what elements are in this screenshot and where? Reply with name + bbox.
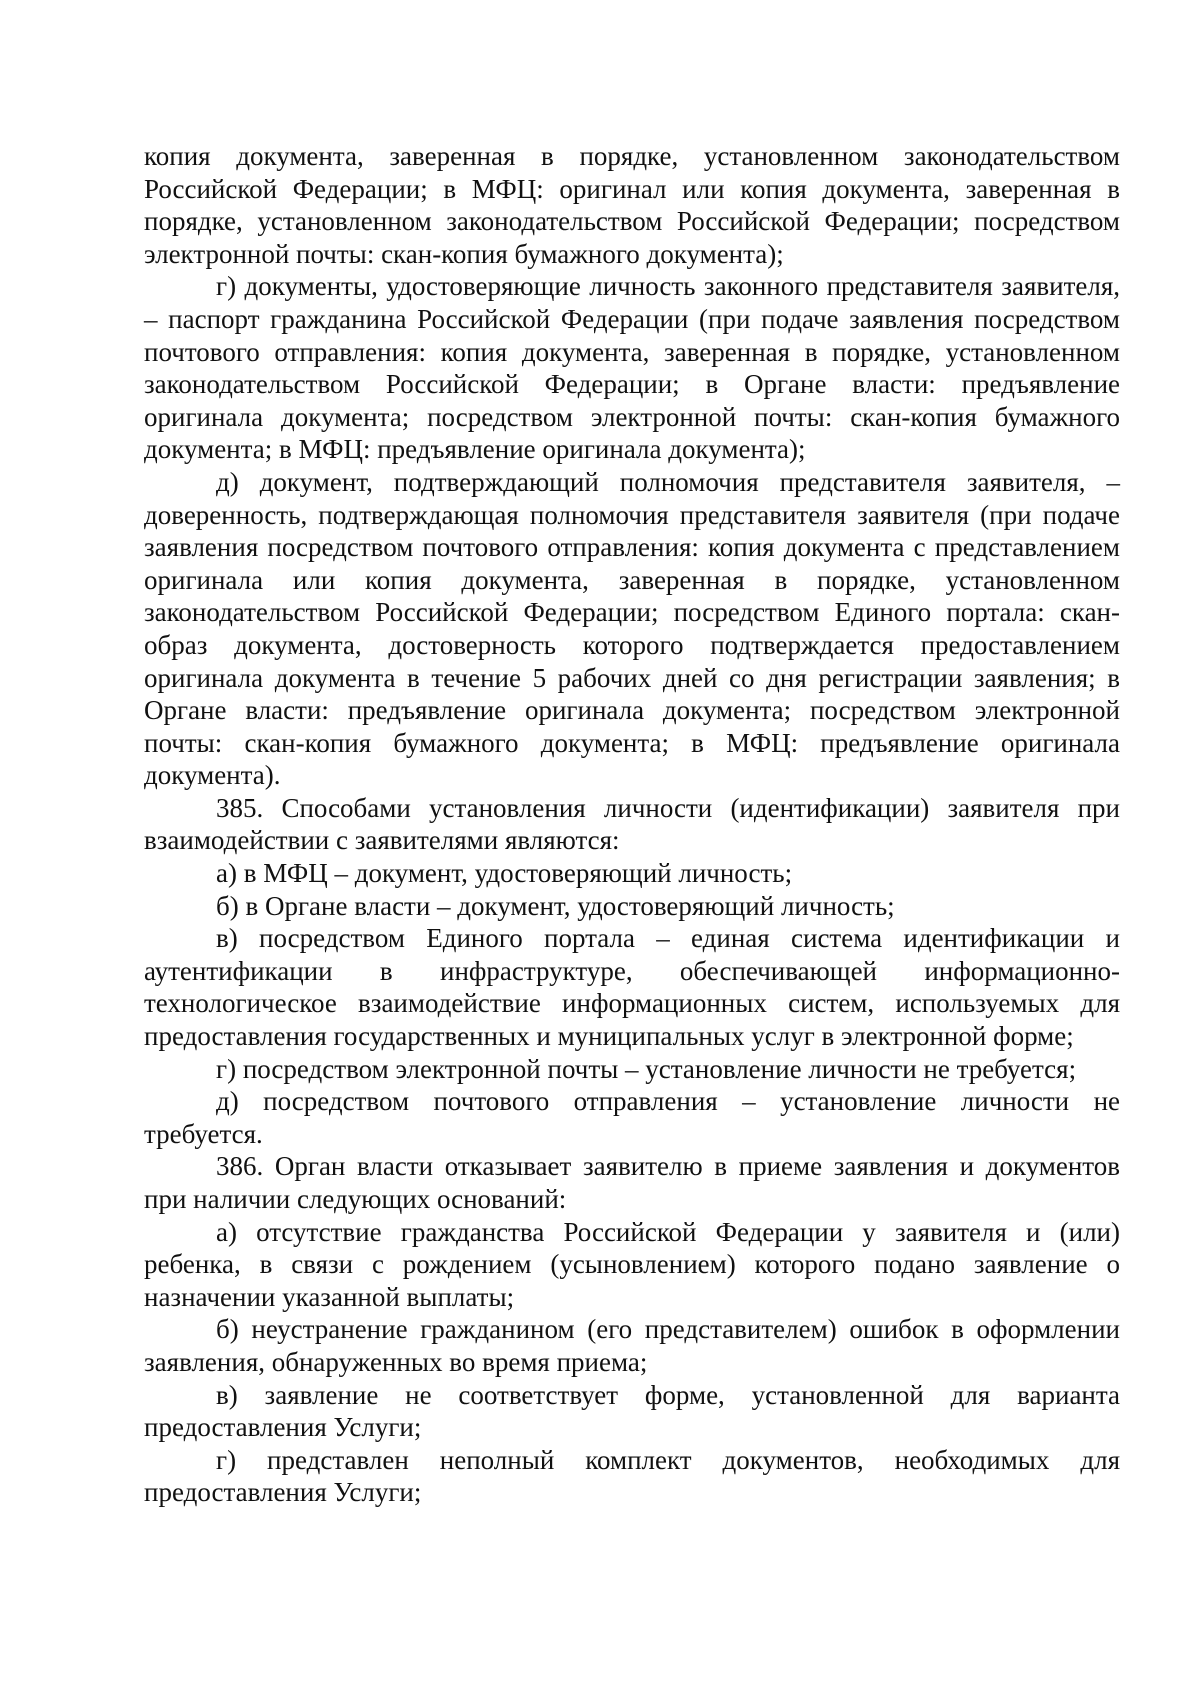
paragraph-9: д) посредством почтового отправления – установление личности не требуется. [144,1086,1120,1149]
document-body [144,140,1120,1509]
paragraph-3: д) документ, подтверждающий полномочия представителя заявителя, – доверенность, подтверждающая полномочия представителя заявителя (при подаче заявления посредством почтового отправления: копия документа с представлением оригинала или копия документа, заверенная в порядке, установленном законодательством Российской Федерации; посредством Единого портала: скан-образ документа, достоверность которого подтверждается предоставлением оригинала документа в течение 5 рабочих дней со дня регистрации заявления; в Органе власти: предъявление оригинала документа; посредством электронной почты: скан-копия бумажного документа; в МФЦ: предъявление оригинала документа). [144,466,1120,791]
paragraph-2: г) документы, удостоверяющие личность законного представителя заявителя, – паспорт гражданина Российской Федерации (при подаче заявления посредством почтового отправления: копия документа, заверенная в порядке, установленном законодательством Российской Федерации; в Органе власти: предъявление оригинала документа; посредством электронной почты: скан-копия бумажного документа; в МФЦ: предъявление оригинала документа); [144,271,1120,465]
paragraph-5: а) в МФЦ – документ, удостоверяющий личность; [216,858,793,889]
paragraph-14: г) представлен неполный комплект документов, необходимых для предоставления Услуги; [144,1444,1120,1508]
paragraph-8: г) посредством электронной почты – установление личности не требуется; [216,1053,1077,1084]
paragraph-12: б) неустранение гражданином (его представителем) ошибок в оформлении заявления, обнаруженных во время приема; [144,1314,1120,1377]
paragraph-6: б) в Органе власти – документ, удостоверяющий личность; [216,890,895,921]
paragraph-11: а) отсутствие гражданства Российской Федерации у заявителя и (или) ребенка, в связи с рождением (усыновлением) которого подано заявление о назначении указанной выплаты; [144,1216,1120,1312]
paragraph-4: 385. Способами установления личности (идентификации) заявителя при взаимодействии с заявителями являются: [144,792,1120,856]
paragraph-10: 386. Орган власти отказывает заявителю в приеме заявления и документов при наличии следующих оснований: [144,1151,1120,1214]
paragraph-7: в) посредством Единого портала – единая система идентификации и аутентификации в инфраструктуре, обеспечивающей информационно-технологическое взаимодействие информационных систем, используемых для предоставления государственных и муниципальных услуг в электронной форме; [144,923,1120,1052]
paragraph-13: в) заявление не соответствует форме, установленной для варианта предоставления Услуги; [144,1379,1120,1443]
paragraph-1: копия документа, заверенная в порядке, установленном законодательством Российской Федерации; в МФЦ: оригинал или копия документа, заверенная в порядке, установленном законодательством Российской Федерации; посредством электронной почты: скан-копия бумажного документа); [144,141,1120,269]
